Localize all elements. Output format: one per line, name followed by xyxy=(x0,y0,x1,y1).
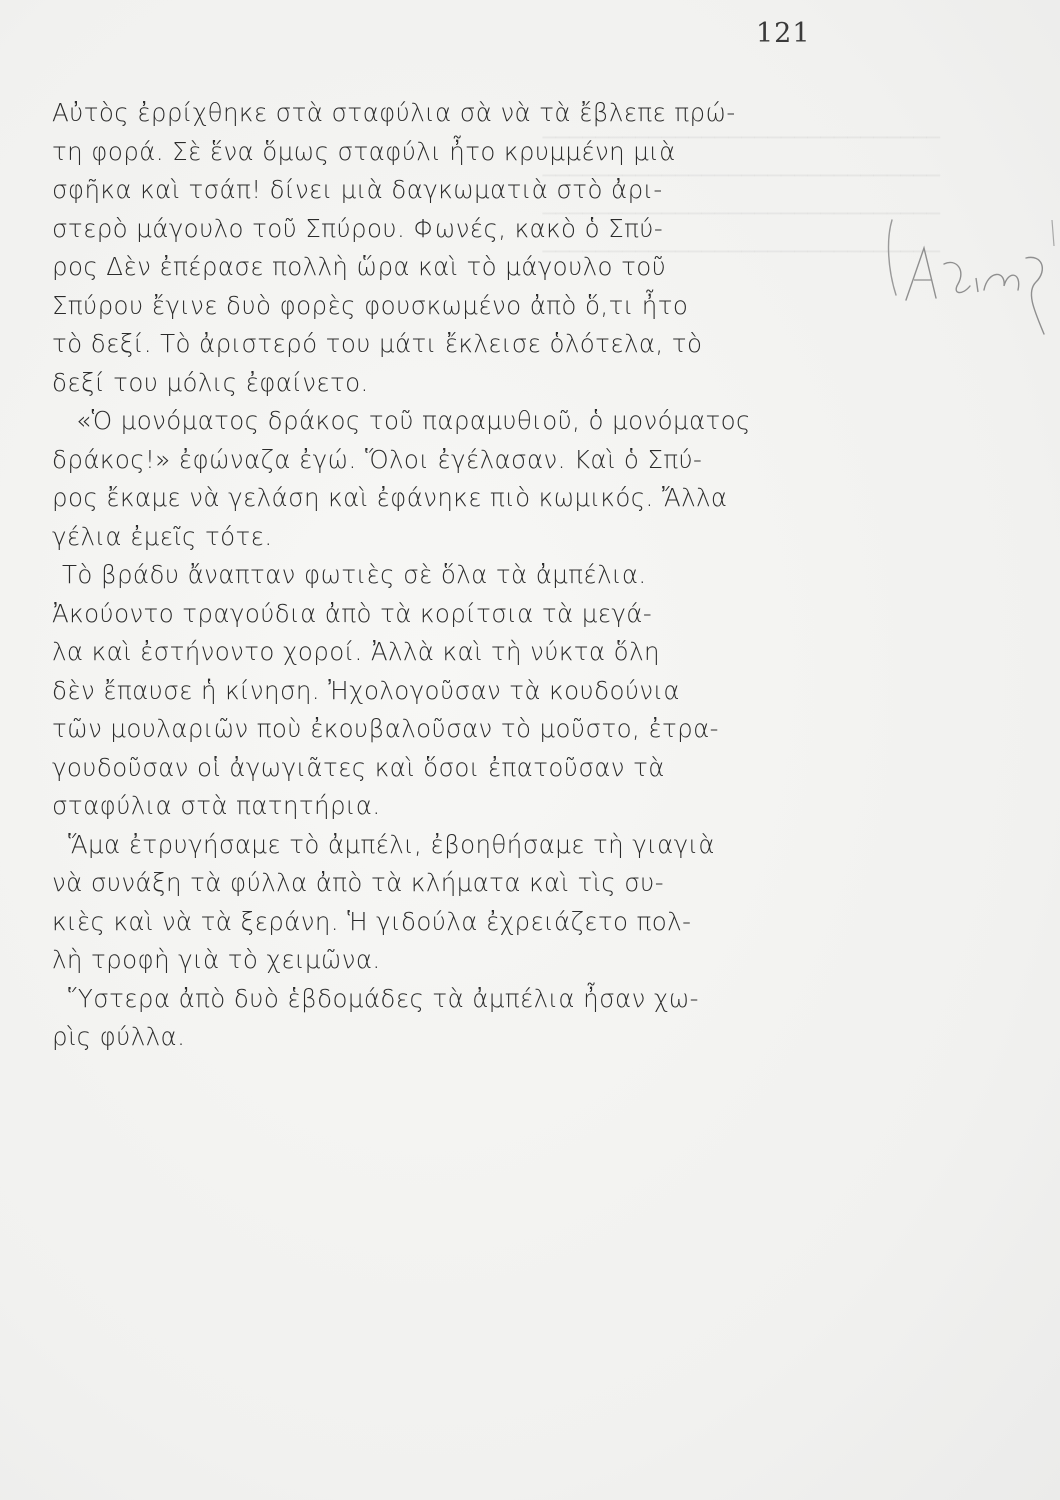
handwritten-margin-mark xyxy=(866,200,1056,350)
text-line: δράκος!» ἐφώναζα ἐγώ. Ὅλοι ἐγέλασαν. Καὶ ὁ Σπύ- xyxy=(52,444,703,474)
text-line: τῶν μουλαριῶν ποὺ ἐκουβαλοῦσαν τὸ μοῦστο, ἐτρα- xyxy=(52,714,719,743)
text-line: γουδοῦσαν οἱ ἀγωγιᾶτες καὶ ὅσοι ἐπατοῦσαν τὰ xyxy=(52,752,665,782)
text-line: Σπύρου ἔγινε δυὸ φορὲς φουσκωμένο ἀπὸ ὅ,τι ἦτο xyxy=(52,290,689,320)
text-line: ρος Δὲν ἐπέρασε πολλὴ ὥρα καὶ τὸ μάγουλο τοῦ xyxy=(52,252,667,281)
text-line: σταφύλια στὰ πατητήρια. xyxy=(52,791,381,820)
text-line: Ἅμα ἐτρυγήσαμε τὸ ἀμπέλι, ἐβοηθήσαμε τὴ γιαγιὰ xyxy=(68,829,715,859)
paragraph xyxy=(52,826,852,980)
text-line: «Ὁ μονόματος δράκος τοῦ παραμυθιοῦ, ὁ μονόματος xyxy=(76,406,751,435)
text-line: γέλια ἐμεῖς τότε. xyxy=(52,521,273,551)
text-line: Τὸ βράδυ ἄναπταν φωτιὲς σὲ ὅλα τὰ ἀμπέλια. xyxy=(62,560,647,589)
page-number: 121 xyxy=(756,18,811,49)
text-line: ρὶς φύλλα. xyxy=(52,1022,186,1051)
paragraph xyxy=(52,980,852,1057)
text-line: τὸ δεξί. Τὸ ἀριστερό του μάτι ἔκλεισε ὁλότελα, τὸ xyxy=(52,329,703,358)
reverse-side-show-through: ────────────────────────────── ────────────────────────────── ────────────────────────────── ────────────────────────────── xyxy=(542,126,940,265)
text-line: δὲν ἔπαυσε ἡ κίνηση. Ἠχολογοῦσαν τὰ κουδούνια xyxy=(52,675,680,705)
paragraph xyxy=(52,94,852,402)
text-line: ρος ἔκαμε νὰ γελάση καὶ ἐφάνηκε πιὸ κωμικός. Ἄλλα xyxy=(52,483,728,512)
text-line: σφῆκα καὶ τσάπ! δίνει μιὰ δαγκωματιὰ στὸ ἀρι- xyxy=(52,175,663,204)
text-line: τη φορά. Σὲ ἕνα ὅμως σταφύλι ἦτο κρυμμένη μιὰ xyxy=(52,136,676,166)
text-line: δεξί του μόλις ἐφαίνετο. xyxy=(52,367,369,397)
text-line: λὴ τροφὴ γιὰ τὸ χειμῶνα. xyxy=(52,945,381,974)
text-line: κιὲς καὶ νὰ τὰ ξεράνη. Ἡ γιδούλα ἐχρειάζετο πολ- xyxy=(52,906,692,936)
text-line: Ἀκούοντο τραγούδια ἀπὸ τὰ κορίτσια τὰ μεγά- xyxy=(52,598,653,628)
body-text xyxy=(52,94,852,1057)
paragraph xyxy=(52,402,852,556)
text-line: Αὐτὸς ἐρρίχθηκε στὰ σταφύλια σὰ νὰ τὰ ἔβλεπε πρώ- xyxy=(52,98,736,127)
text-line: Ὕστερα ἀπὸ δυὸ ἑβδομάδες τὰ ἀμπέλια ἦσαν χω- xyxy=(68,983,699,1013)
text-line: νὰ συνάξη τὰ φύλλα ἀπὸ τὰ κλήματα καὶ τὶς συ- xyxy=(52,868,664,897)
text-line: στερὸ μάγουλο τοῦ Σπύρου. Φωνές, κακὸ ὁ Σπύ- xyxy=(52,213,664,243)
text-line: λα καὶ ἐστήνοντο χοροί. Ἀλλὰ καὶ τὴ νύκτα ὅλη xyxy=(52,637,660,666)
paragraph xyxy=(52,556,852,826)
